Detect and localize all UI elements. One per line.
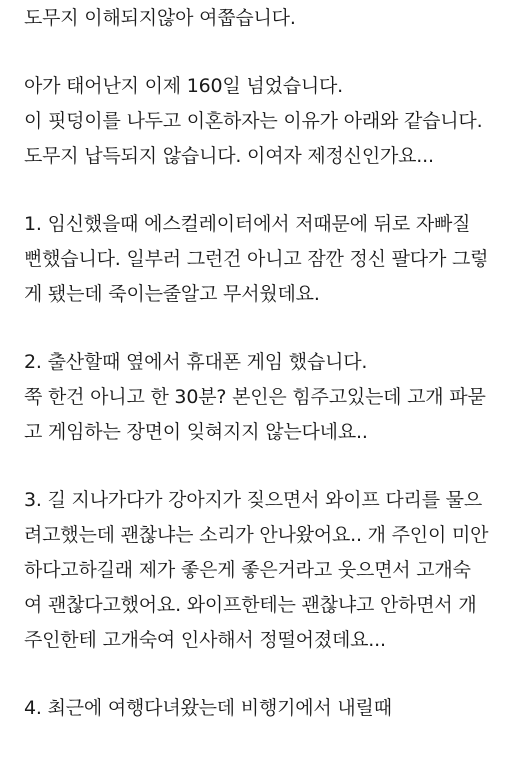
post-line: 도무지 납득되지 않습니다. 이여자 제정신인가요... [24,145,434,167]
post-line-blank [24,312,514,345]
post-line: 1. 임신했을때 에스컬레이터에서 저때문에 뒤로 자빠질 [24,213,471,235]
post-line: 하다고하길래 제가 좋은게 좋은거라고 웃으면서 고개숙 [24,559,471,581]
post-line: 게 됐는데 죽이는줄알고 무서웠데요. [24,283,320,305]
post-line: 려고했는데 괜찮냐는 소리가 안나왔어요.. 개 주인이 미안 [24,524,489,546]
post-line: 여 괜찮다고했어요. 와이프한테는 괜찮냐고 안하면서 개 [24,594,477,616]
post-line: 고 게임하는 장면이 잊혀지지 않는다네요.. [24,421,368,443]
post-line: 3. 길 지나가다가 강아지가 짖으면서 와이프 다리를 물으 [24,489,482,511]
post-body [24,0,514,726]
post-line: 아가 태어난지 이제 160일 넘었습니다. [24,75,344,97]
post-line: 도무지 이해되지않아 여쭙습니다. [24,7,296,29]
post-line: 뻔했습니다. 일부러 그런건 아니고 잠깐 정신 팔다가 그렇 [24,248,489,270]
post-line-blank [24,174,514,207]
post-line-blank [24,658,514,691]
post-line-blank [24,36,514,69]
post-line: 4. 최근에 여행다녀왔는데 비행기에서 내릴때 [24,697,392,719]
post-line: 주인한테 고개숙여 인사해서 정떨어졌데요... [24,629,386,651]
post-line: 2. 출산할때 옆에서 휴대폰 게임 했습니다. [24,351,368,373]
post-line: 쭉 한건 아니고 한 30분? 본인은 힘주고있는데 고개 파묻 [24,386,486,408]
post-line-blank [24,450,514,483]
post-line: 이 핏덩이를 나두고 이혼하자는 이유가 아래와 같습니다. [24,110,483,132]
